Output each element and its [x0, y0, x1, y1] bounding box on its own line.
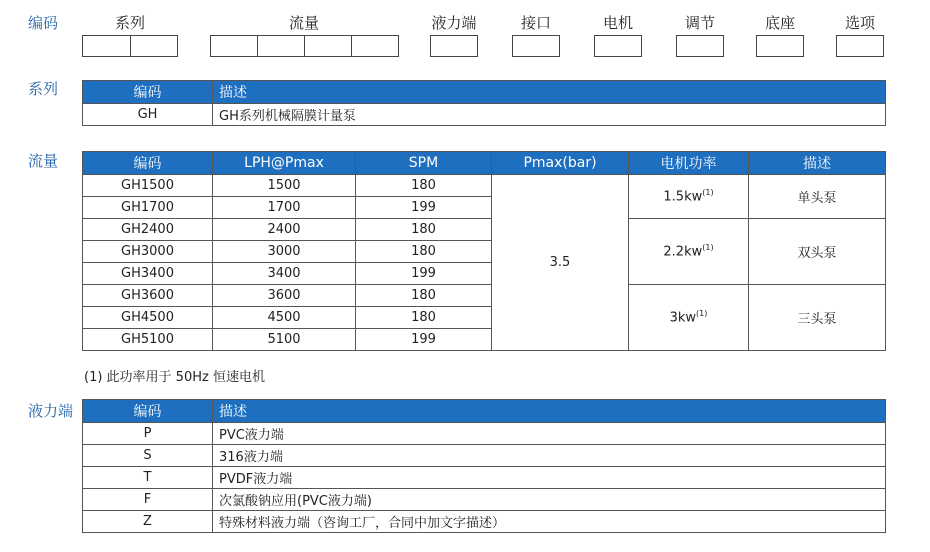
- code-box-liquid-end: [430, 35, 478, 57]
- liquid-col-code: 编码: [83, 400, 213, 423]
- liquid-desc-cell: 特殊材料液力端（咨询工厂，合同中加文字描述）: [213, 511, 886, 533]
- flow-lph-cell: 3000: [213, 241, 356, 263]
- flow-lph-cell: 4500: [213, 307, 356, 329]
- flow-pmax-cell: 3.5: [492, 175, 629, 351]
- liquid-code-cell: T: [83, 467, 213, 489]
- flow-col-spm: SPM: [356, 152, 492, 175]
- header-field-options: 选项: [844, 14, 875, 32]
- flow-code-cell: GH5100: [83, 329, 213, 351]
- code-box-flow-2: [257, 35, 305, 57]
- code-box-options: [836, 35, 884, 57]
- flow-spm-cell: 199: [356, 197, 492, 219]
- table-row: [83, 467, 886, 489]
- liquid-desc-cell: PVDF液力端: [213, 467, 886, 489]
- liquid-desc-cell: PVC液力端: [213, 423, 886, 445]
- flow-col-code: 编码: [83, 152, 213, 175]
- code-label: 编码: [28, 14, 59, 32]
- series-desc-cell: GH系列机械隔膜计量泵: [213, 104, 886, 126]
- flow-code-cell: GH3600: [83, 285, 213, 307]
- flow-spm-cell: 180: [356, 175, 492, 197]
- table-row: [83, 104, 886, 126]
- flow-col-lph: LPH@Pmax: [213, 152, 356, 175]
- motor-power-value: 3kw: [669, 310, 697, 326]
- footnote: (1) 此功率用于 50Hz 恒速电机: [84, 370, 265, 385]
- series-col-desc: 描述: [213, 81, 886, 104]
- code-box-flow-1: [210, 35, 258, 57]
- liquid-code-cell: F: [83, 489, 213, 511]
- header-field-base: 底座: [764, 14, 795, 32]
- code-box-flow-3: [304, 35, 352, 57]
- flow-spm-cell: 180: [356, 219, 492, 241]
- flow-section-label: 流量: [28, 152, 59, 170]
- code-box-flow-4: [351, 35, 399, 57]
- header-field-liquid-end: 液力端: [431, 14, 477, 32]
- code-box-base: [756, 35, 804, 57]
- flow-code-cell: GH1700: [83, 197, 213, 219]
- table-row: [83, 219, 886, 241]
- pump-desc-cell-2: 双头泵: [749, 219, 886, 285]
- motor-power-cell-2: [629, 219, 749, 285]
- flow-col-motor-power: 电机功率: [629, 152, 749, 175]
- flow-table: [82, 151, 886, 351]
- header-field-motor: 电机: [602, 14, 633, 32]
- liquid-desc-cell: 次氯酸钠应用(PVC液力端): [213, 489, 886, 511]
- series-section-label: 系列: [28, 80, 59, 98]
- header-field-series: 系列: [114, 14, 145, 32]
- table-row: [83, 445, 886, 467]
- motor-power-value: 1.5kw: [663, 189, 703, 205]
- table-row: [83, 489, 886, 511]
- liquid-col-desc: 描述: [213, 400, 886, 423]
- liquid-end-table: [82, 399, 886, 533]
- series-code-cell: GH: [83, 104, 213, 126]
- flow-lph-cell: 2400: [213, 219, 356, 241]
- flow-col-desc: 描述: [749, 152, 886, 175]
- flow-code-cell: GH1500: [83, 175, 213, 197]
- flow-lph-cell: 5100: [213, 329, 356, 351]
- table-row: [83, 285, 886, 307]
- series-col-code: 编码: [83, 81, 213, 104]
- motor-power-cell-3: [629, 285, 749, 351]
- footnote-mark: (1): [702, 243, 714, 253]
- flow-spm-cell: 180: [356, 285, 492, 307]
- footnote-mark: (1): [696, 309, 708, 319]
- header-field-interface: 接口: [520, 14, 551, 32]
- code-box-interface: [512, 35, 560, 57]
- flow-code-cell: GH4500: [83, 307, 213, 329]
- motor-power-cell-1: [629, 175, 749, 219]
- flow-spm-cell: 180: [356, 241, 492, 263]
- pump-desc-cell-3: 三头泵: [749, 285, 886, 351]
- flow-spm-cell: 180: [356, 307, 492, 329]
- code-box-adjust: [676, 35, 724, 57]
- liquid-code-cell: P: [83, 423, 213, 445]
- flow-code-cell: GH3400: [83, 263, 213, 285]
- liquid-desc-cell: 316液力端: [213, 445, 886, 467]
- flow-lph-cell: 1500: [213, 175, 356, 197]
- pump-desc-cell-1: 单头泵: [749, 175, 886, 219]
- header-field-adjust: 调节: [684, 14, 715, 32]
- table-row: [83, 423, 886, 445]
- flow-lph-cell: 3400: [213, 263, 356, 285]
- code-box-series-2: [130, 35, 178, 57]
- series-table: [82, 80, 886, 126]
- flow-lph-cell: 1700: [213, 197, 356, 219]
- motor-power-value: 2.2kw: [663, 244, 703, 260]
- footnote-mark: (1): [702, 188, 714, 198]
- flow-code-cell: GH2400: [83, 219, 213, 241]
- code-box-motor: [594, 35, 642, 57]
- table-row: [83, 511, 886, 533]
- code-box-series-1: [82, 35, 131, 57]
- liquid-code-cell: Z: [83, 511, 213, 533]
- liquid-end-section-label: 液力端: [28, 402, 74, 420]
- flow-col-pmax: Pmax(bar): [492, 152, 629, 175]
- table-row: [83, 175, 886, 197]
- flow-code-cell: GH3000: [83, 241, 213, 263]
- flow-spm-cell: 199: [356, 329, 492, 351]
- header-field-flow: 流量: [288, 14, 319, 32]
- liquid-code-cell: S: [83, 445, 213, 467]
- flow-lph-cell: 3600: [213, 285, 356, 307]
- flow-spm-cell: 199: [356, 263, 492, 285]
